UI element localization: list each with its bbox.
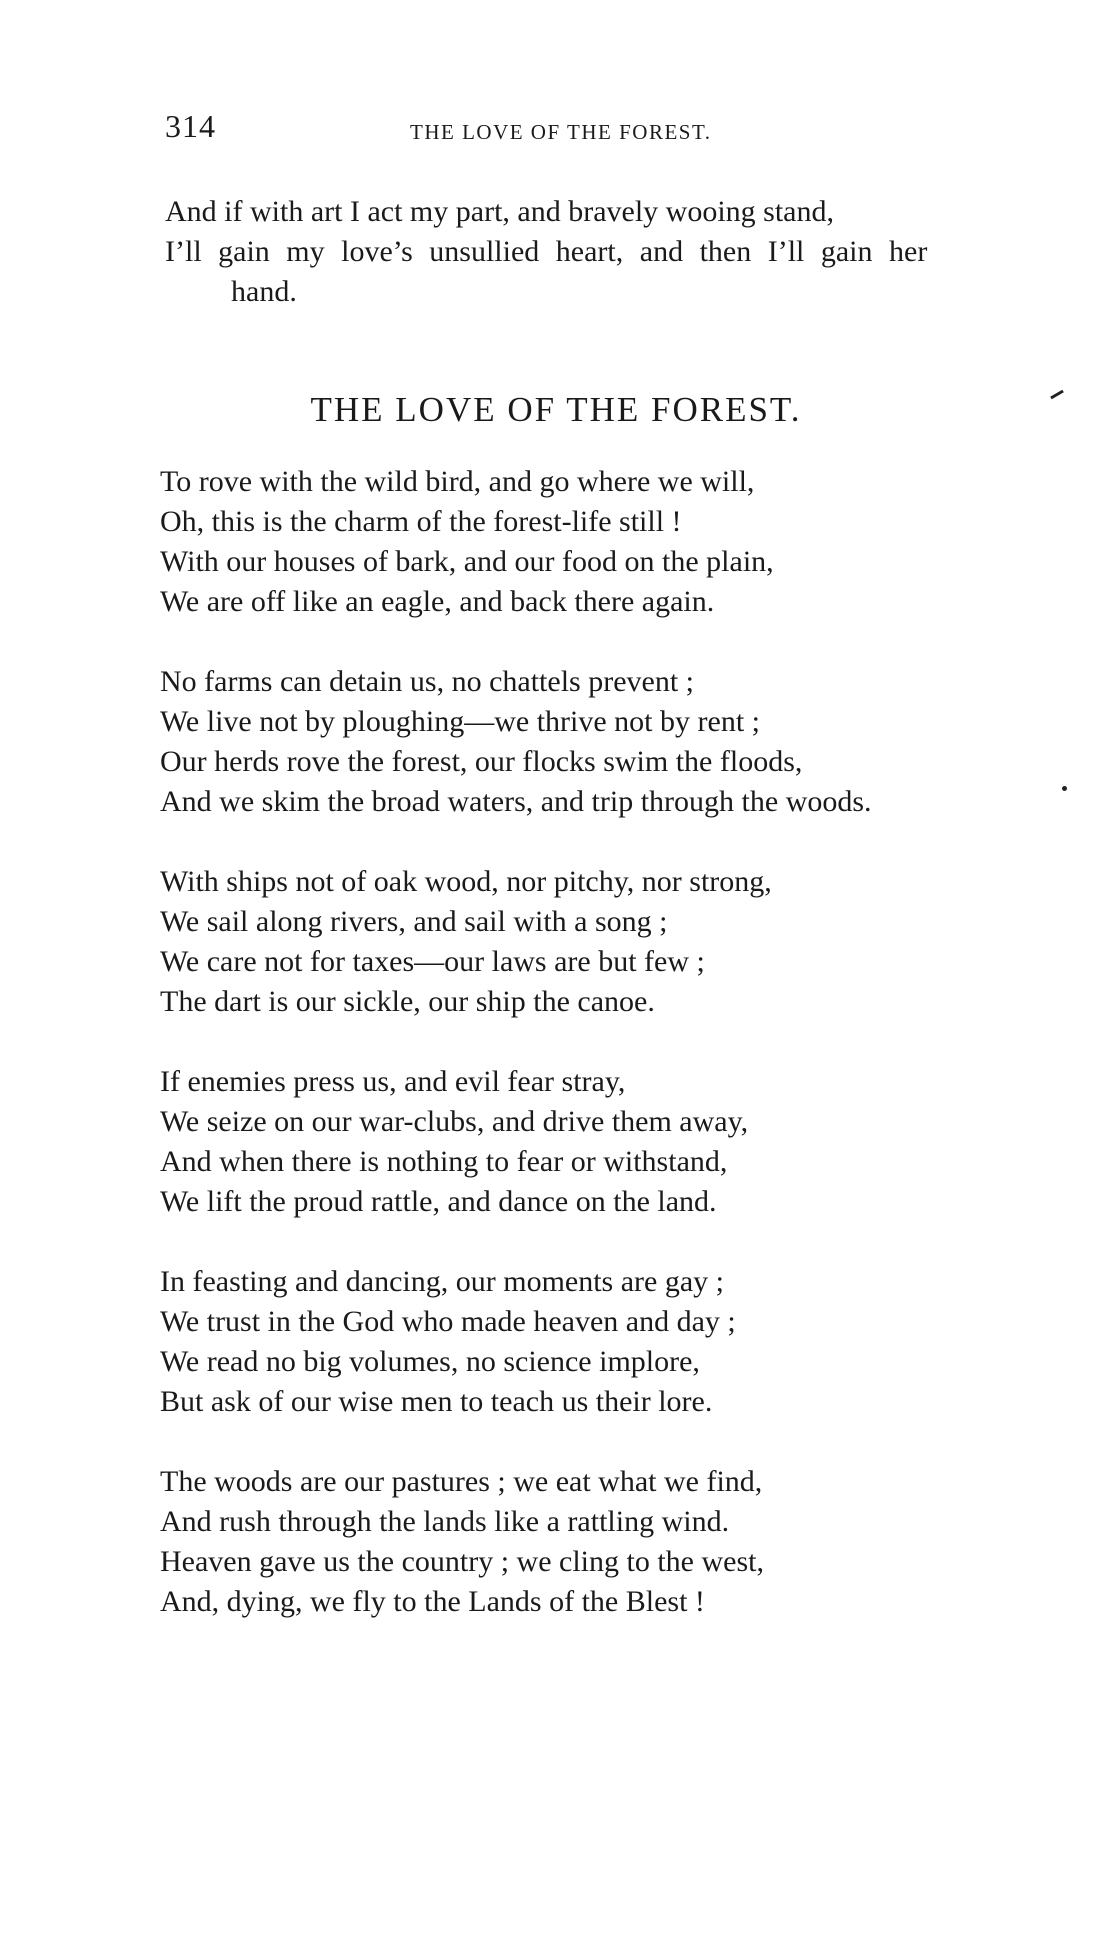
- poem-line: With ships not of oak wood, nor pitchy, nor strong,: [160, 865, 772, 898]
- poem-line: We live not by ploughing—we thrive not by rent ;: [160, 705, 760, 738]
- poem-line: We seize on our war-clubs, and drive them away,: [160, 1105, 749, 1138]
- poem-line: And when there is nothing to fear or withstand,: [160, 1145, 728, 1178]
- poem-line: Oh, this is the charm of the forest-life still !: [160, 505, 682, 538]
- poem-line: To rove with the wild bird, and go where we will,: [160, 465, 755, 498]
- poem-line: The dart is our sickle, our ship the canoe.: [160, 985, 655, 1018]
- stanza: [160, 662, 1060, 822]
- poem-line: And rush through the lands like a rattling wind.: [160, 1505, 730, 1538]
- running-title: THE LOVE OF THE FOREST.: [410, 120, 712, 144]
- poem-line: We are off like an eagle, and back there again.: [160, 585, 715, 618]
- previous-poem-ending: [165, 192, 1085, 312]
- poem-body: [160, 462, 1060, 1662]
- poem-line: We care not for taxes—our laws are but few ;: [160, 945, 705, 978]
- ink-mark: [1062, 786, 1067, 791]
- poem-line: The woods are our pastures ; we eat what we find,: [160, 1465, 763, 1498]
- poem-line: And we skim the broad waters, and trip through the woods.: [160, 785, 872, 818]
- running-head: [165, 108, 865, 148]
- poem-line: With our houses of bark, and our food on the plain,: [160, 545, 774, 578]
- poem-line: Heaven gave us the country ; we cling to the west,: [160, 1545, 764, 1578]
- poem-line: If enemies press us, and evil fear stray,: [160, 1065, 626, 1098]
- poem-line: We lift the proud rattle, and dance on the land.: [160, 1185, 717, 1218]
- poem-line: We sail along rivers, and sail with a song ;: [160, 905, 668, 938]
- page-number: 314: [165, 108, 216, 144]
- stanza: [160, 1262, 1060, 1422]
- poem-line: In feasting and dancing, our moments are gay ;: [160, 1265, 724, 1298]
- stanza: [160, 1462, 1060, 1622]
- poem-line: And if with art I act my part, and bravely wooing stand,: [165, 195, 834, 228]
- poem-line: We trust in the God who made heaven and day ;: [160, 1305, 736, 1338]
- poem-line: hand.: [231, 275, 297, 308]
- poem-line: But ask of our wise men to teach us their lore.: [160, 1385, 713, 1418]
- stanza: [160, 1062, 1060, 1222]
- poem-line: No farms can detain us, no chattels prevent ;: [160, 665, 694, 698]
- stanza: [160, 862, 1060, 1022]
- stanza: [160, 462, 1060, 622]
- poem-line: We read no big volumes, no science implore,: [160, 1345, 700, 1378]
- poem-line: Our herds rove the forest, our flocks swim the floods,: [160, 745, 803, 778]
- poem-line: And, dying, we fly to the Lands of the Blest !: [160, 1585, 705, 1618]
- poem-line: I’ll gain my love’s unsullied heart, and then I’ll gain her: [165, 235, 928, 268]
- poem-title: THE LOVE OF THE FOREST.: [310, 390, 802, 429]
